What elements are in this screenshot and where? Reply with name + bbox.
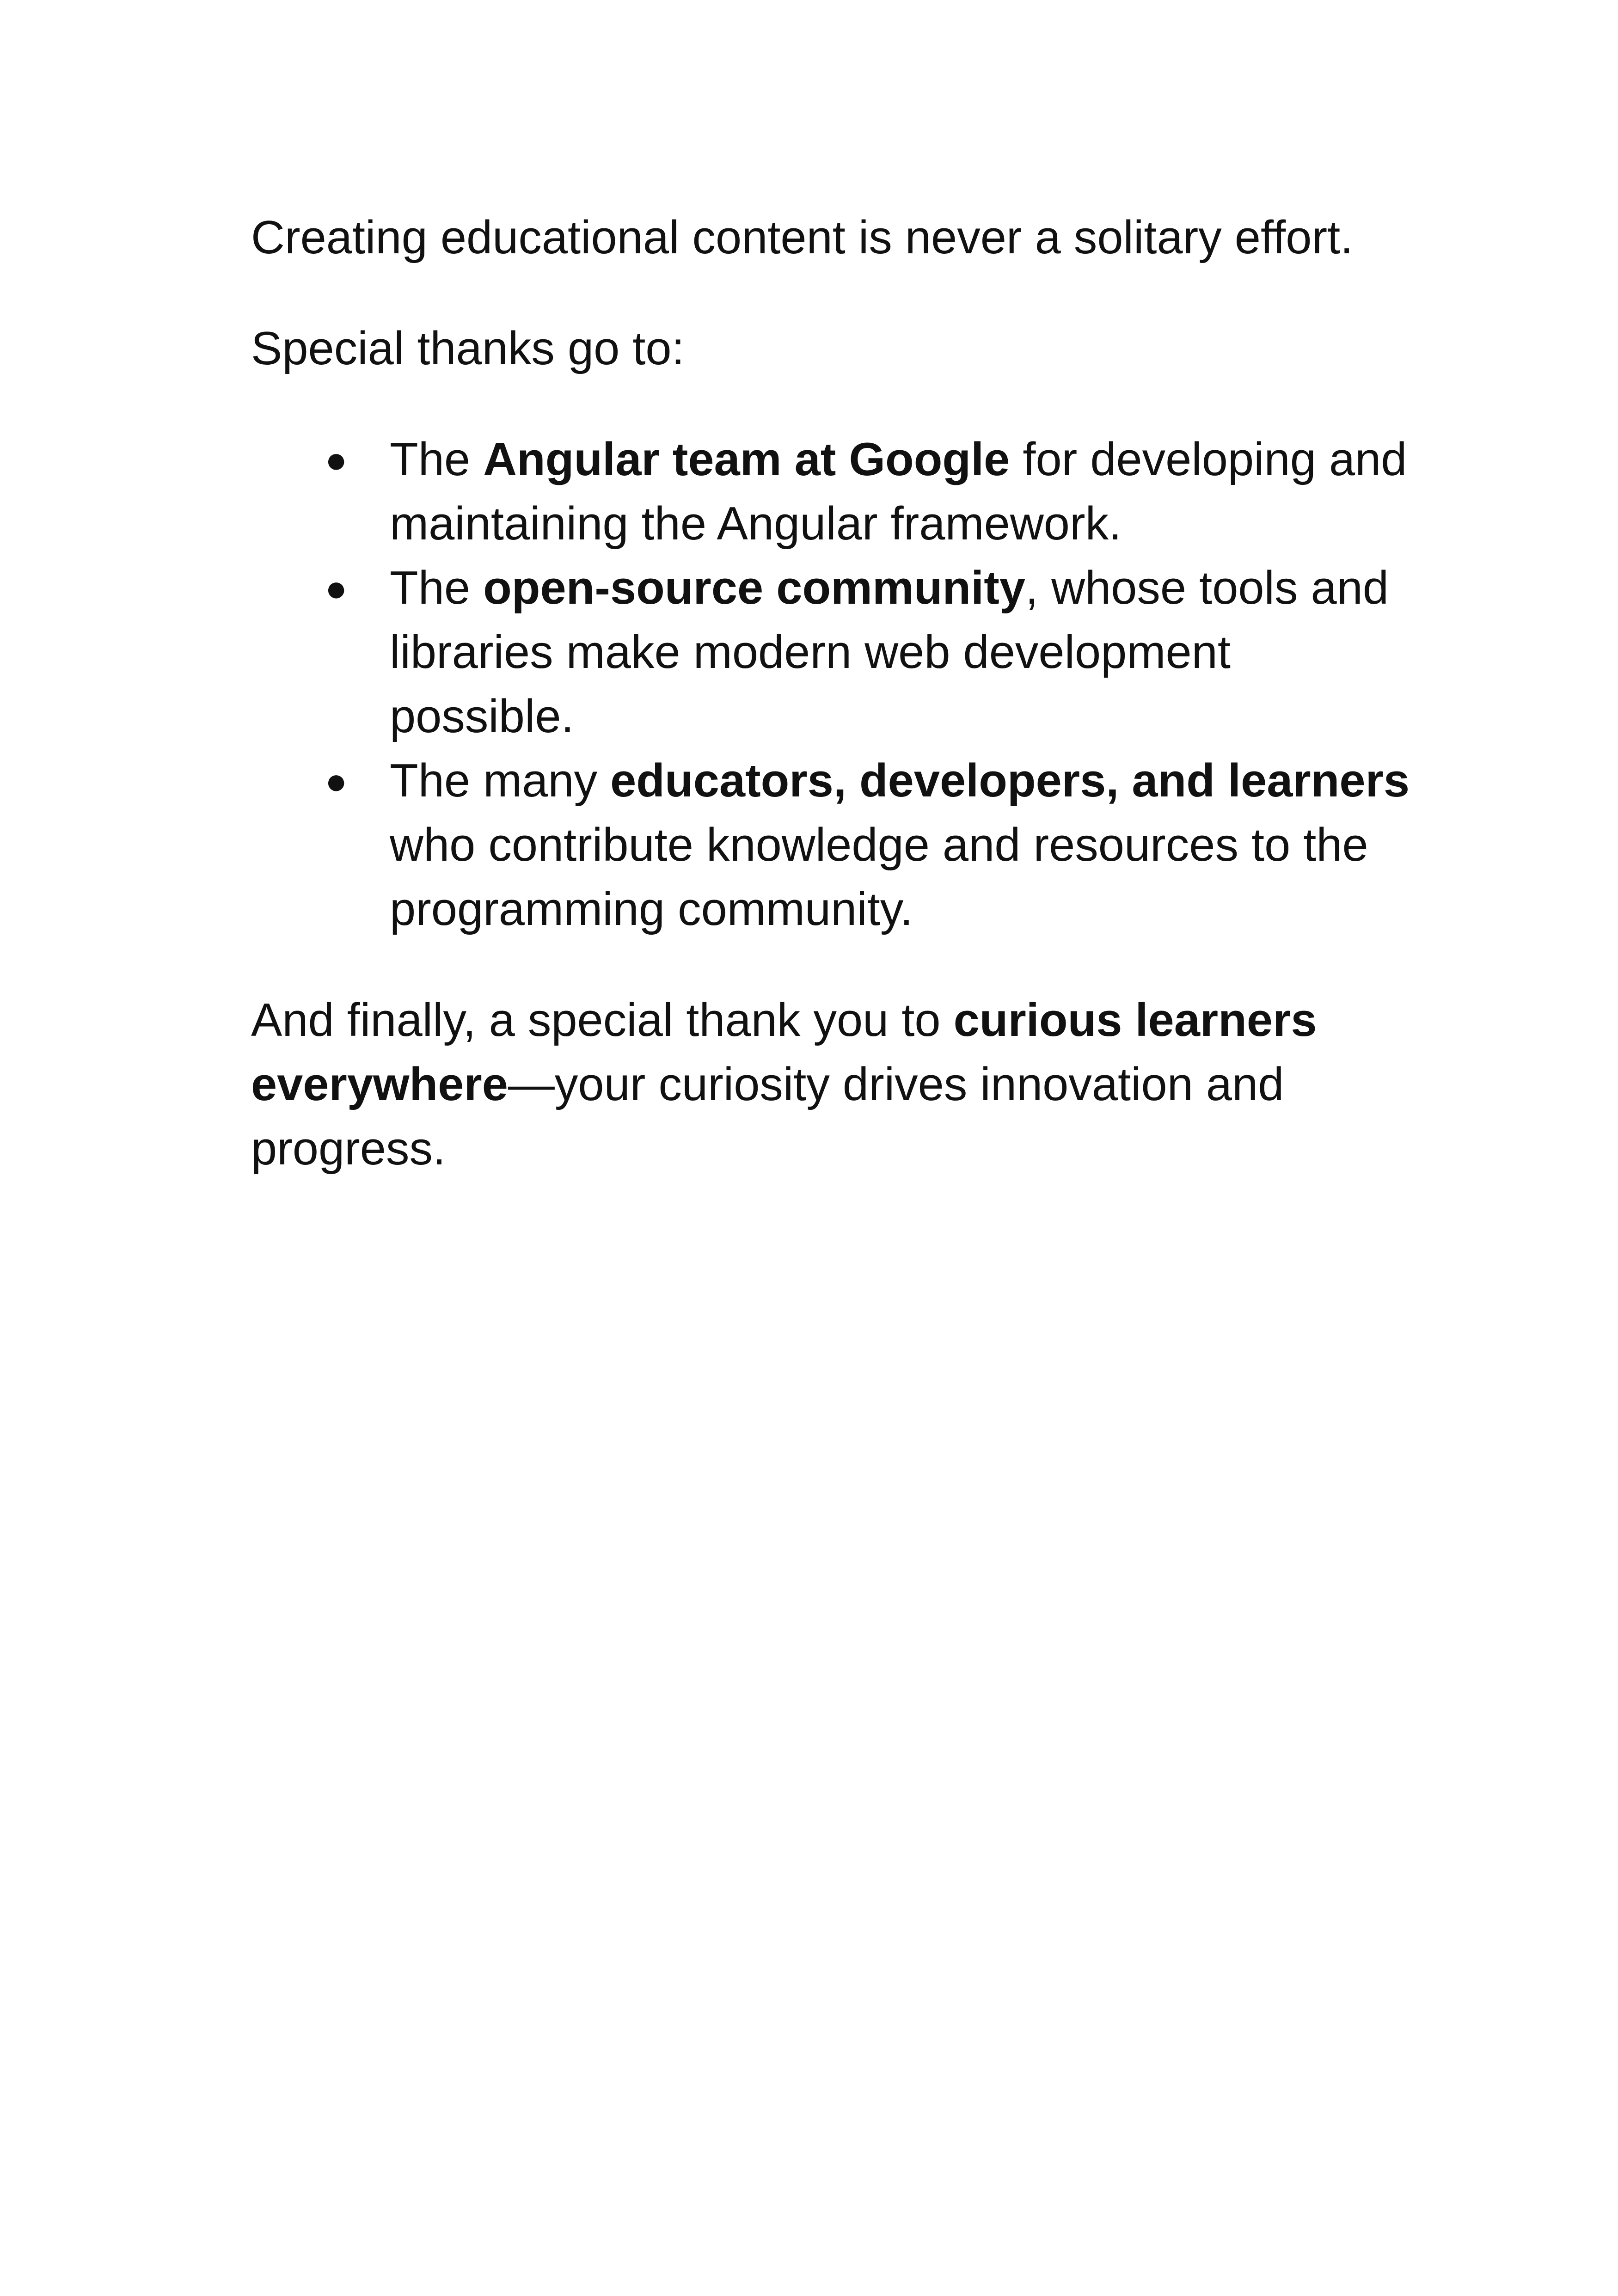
list-item — [251, 428, 1416, 556]
bullet-icon: ● — [325, 439, 348, 480]
closing-suffix: —your curiosity drives innovation and progress. — [251, 1059, 1284, 1175]
bullet-icon: ● — [325, 568, 348, 609]
intro-paragraph: Creating educational content is never a solitary effort. — [251, 212, 1354, 263]
list-item-emphasis: Angular team at Google — [483, 434, 1010, 485]
list-item-suffix: , whose tools and libraries make modern web development possible. — [390, 562, 1389, 742]
list-item-prefix: The many — [390, 755, 611, 807]
bullet-icon: ● — [325, 760, 348, 802]
list-item-emphasis: educators, developers, and learners — [610, 755, 1410, 807]
list-item-prefix: The — [390, 562, 484, 614]
closing-prefix: And finally, a special thank you to — [251, 994, 954, 1046]
document-body — [251, 206, 1416, 1181]
thanks-heading: Special thanks go to: — [251, 323, 685, 374]
acknowledgement-list — [251, 428, 1416, 942]
list-item-prefix: The — [390, 434, 484, 485]
list-item — [251, 749, 1416, 942]
list-item-suffix: for developing and maintaining the Angular framework. — [390, 434, 1407, 550]
closing-paragraph — [251, 988, 1416, 1181]
list-item-suffix: who contribute knowledge and resources to the programming community. — [390, 819, 1368, 935]
list-item-emphasis: open-source community — [483, 562, 1026, 614]
list-item — [251, 556, 1416, 749]
closing-emphasis: curious learners everywhere — [251, 994, 1317, 1110]
